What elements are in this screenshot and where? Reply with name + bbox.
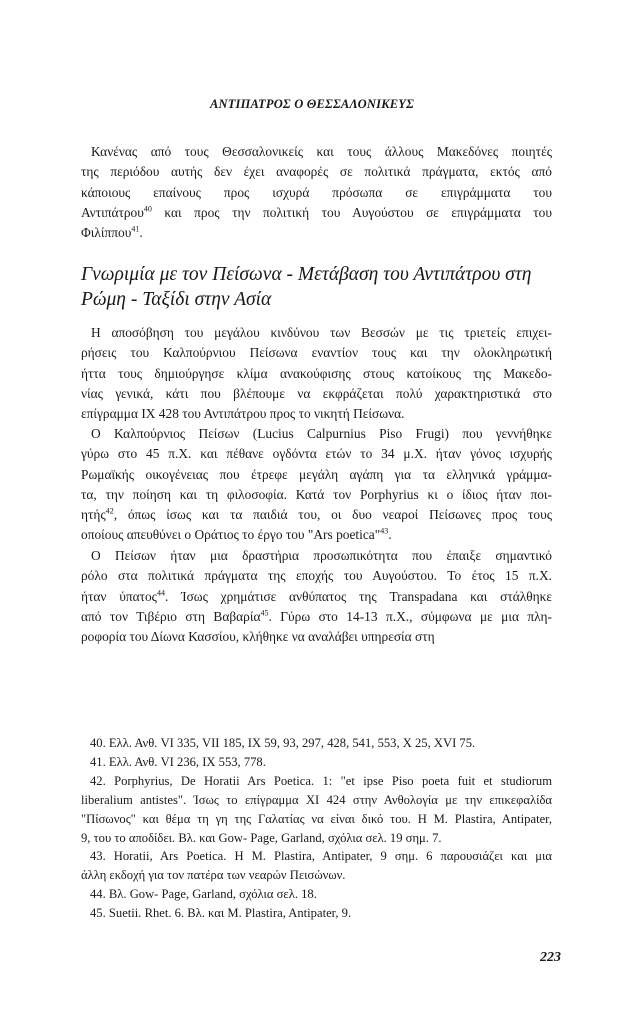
text-line: ροφορία του Δίωνα Κασσίου, κλήθηκε να αναλάβει υπηρεσία στη [81,629,435,645]
text-line: τα, την ποίηση και τη φιλοσοφία. Κατά τον Porphyrius κι ο ίδιος ήταν ποι- [81,486,552,502]
text-line: Κανένας από τους Θεσσαλονικείς και τους άλλους Μακεδόνες ποιητές [91,144,552,159]
text-line: ητής$^{42}$, όπως ίσως και τα παιδιά του, οι δυο νεαροί Πείσωνες προς τους [81,506,552,523]
running-head: ΑΝΤΙΠΑΤΡΟΣ Ο ΘΕΣΣΑΛΟΝΙΚΕΥΣ [209,97,415,111]
text-line: Ρωμαϊκής οικογένειας που έτρεφε μεγάλη αγάπη για τα ελληνικά γράμμα- [81,466,552,482]
footnote-line: 40. Ελλ. Ανθ. VI 335, VII 185, IX 59, 93, 297, 428, 541, 553, X 25, XVI 75. [90,736,476,750]
footnote [81,734,552,753]
heading-line: Ρώμη - Ταξίδι στην Ασία [81,289,272,310]
footnote-line: 42. Porphyrius, De Horatii Ars Poetica. 1: "et ipse Piso poeta fuit et studiorum [90,773,552,788]
footnote-line: άλλη εκδοχή για τον πατέρα των νεαρών Πεισώνων. [81,868,346,883]
footnote [81,885,552,904]
text-line: γύρω στο 45 π.Χ. και πέθανε ογδόντα ετών το 34 μ.Χ. ήταν γόνος ισχυρής [81,446,552,462]
section-heading [81,262,561,312]
heading-line: Γνωριμία με τον Πείσωνα - Μετάβαση του Αντιπάτρου στη [81,264,532,285]
intro-paragraph [81,142,552,243]
footnote-ref[interactable]: 40 [143,204,152,214]
footnote-line: "Πίσωνος" και θέμα τη γη της Γαλατίας να είναι δικό του. H M. Plastira, Antipater, [81,811,552,826]
text-line: κάποιους επαίνους προς ισχυρά πρόσωπα σε επιγράμματα του [81,184,552,200]
text-line: της περιόδου αυτής δεν έχει αναφορές σε πολιτικά πράγματα, εκτός από [81,164,552,180]
body-paragraph-2 [81,424,552,546]
footnote-line: 45. Suetii. Rhet. 6. Βλ. και M. Plastira, Antipater, 9. [90,906,352,921]
footnote [81,753,552,772]
text-line: από τον Τιβέριο στη Βαβαρία$^{45}$. Γύρω στο 14-13 π.Χ., σύμφωνα με μια πλη- [81,608,552,624]
text-line: ρόλο στα πολιτικά πράγματα της εποχής του Αυγούστου. Το έτος 15 π.Χ. [81,568,552,584]
footnote-line: liberalium antistes". Ίσως το επίγραμμα XI 424 στην Ανθολογία με την επικεφαλίδα [81,792,552,807]
footnote [81,847,552,885]
footnote-ref[interactable]: 45 [260,608,269,618]
footnote-ref[interactable]: 41 [131,224,140,234]
footnote [81,904,552,923]
text-line: ήταν ύπατος$^{44}$. Ίσως χρημάτισε ανθύπατος της Transpadana και στάλθηκε [81,588,552,604]
footnote-ref[interactable]: 44 [156,588,165,598]
footnote [81,772,552,848]
text-line: Ο Πείσων ήταν μια δραστήρια προσωπικότητα που έπαιξε σημαντικό [91,548,552,563]
page-number: 223 [540,950,561,965]
footnote-ref[interactable]: 43 [380,527,389,537]
body-paragraph-3 [81,546,552,647]
footnote-line: 44. Βλ. Gow- Page, Garland, σχόλια σελ. 18. [90,887,317,902]
text-line: Φιλίππου$^{41}$. [81,224,143,241]
text-line: νίας γενικά, κάτι που βλέπουμε να εκφράζεται πολύ χαρακτηριστικά στο [81,385,552,401]
text-line: Η αποσόβηση του μεγάλου κινδύνου των Βεσσών με τις τριετείς επιχει- [91,325,552,340]
text-line: ρήσεις του Καλπούρνιου Πείσωνα εναντίον τους και την ολοκληρωτική [81,345,552,361]
footnote-ref[interactable]: 42 [105,506,114,516]
text-line: Αντιπάτρου$^{40}$ και προς την πολιτική του Αυγούστου σε επιγράμματα του [81,204,552,220]
footnote-line: 9, του το αποδίδει. Βλ. και Gow- Page, Garland, σχόλια σελ. 19 σημ. 7. [81,830,442,845]
text-line: επίγραμμα IX 428 του Αντιπάτρου προς το νικητή Πείσωνα. [81,406,405,422]
footnotes [81,734,552,923]
text-line: ήττα τους δημιούργησε κλίμα ανακούφισης στους κατοίκους της Μακεδο- [81,365,552,381]
body-paragraph-1 [81,323,552,424]
text-line: οποίους απευθύνει ο Οράτιος το έργο του "Ars poetica"$^{43}$. [81,527,392,543]
text-line: Ο Καλπούρνιος Πείσων (Lucius Calpurnius Piso Frugi) που γεννήθηκε [91,426,552,441]
footnote-line: 41. Ελλ. Ανθ. VI 236, IX 553, 778. [90,754,266,769]
footnote-line: 43. Horatii, Ars Poetica. H M. Plastira, Antipater, 9 σημ. 6 παρουσιάζει και μια [90,849,552,864]
